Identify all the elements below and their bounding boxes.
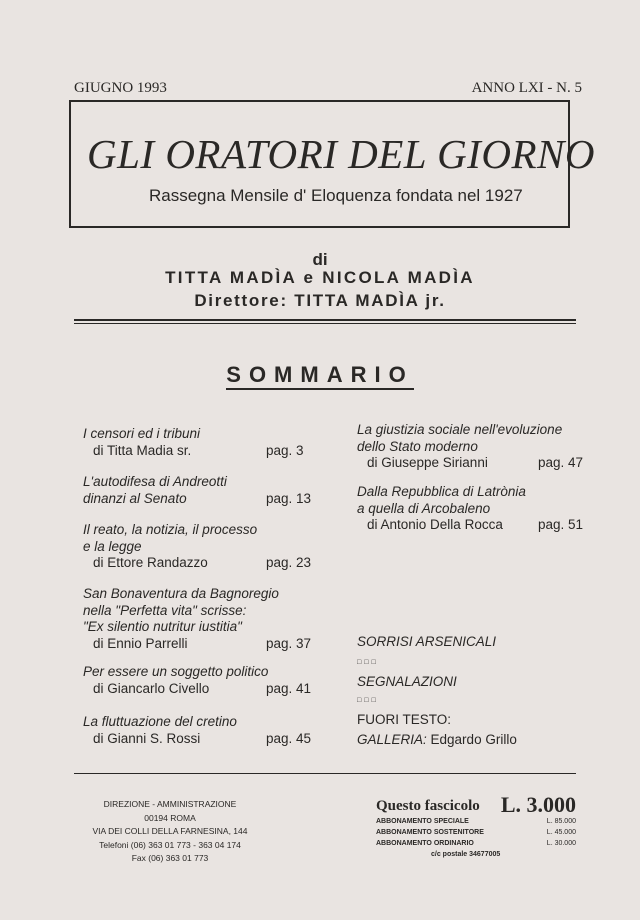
address-block: DIREZIONE - AMMINISTRAZIONE 00194 ROMA VIA DEI COLLI DELLA FARNESINA, 144 Telefoni (06) 363 01 773 - 363 04 174 Fax (06) 363 01 773 <box>92 799 248 863</box>
issue-number: ANNO LXI - N. 5 <box>471 80 582 96</box>
toc-page: pag. 37 <box>266 635 312 651</box>
issue-date: GIUGNO 1993 <box>74 80 167 96</box>
footer-divider <box>74 773 576 774</box>
toc-entry: Il reato, la notizia, il processo e la legge di Ettore Randazzo pag. 23 <box>83 522 312 570</box>
toc-page: pag. 23 <box>266 555 312 570</box>
postal-account: c/c postale 34677005 <box>431 851 501 858</box>
price-label: Questo fascicolo <box>376 798 480 814</box>
toc-entry: I censori ed i tribuni di Titta Madia sr. pag. 3 <box>83 426 304 458</box>
subscription-row: ABBONAMENTO SPECIALE L. 85.000 <box>376 818 576 825</box>
toc-entry: San Bonaventura da Bagnoregio nella "Perfetta vita" scrisse: "Ex silentio nutritur iustitia" di Ennio Parrelli pag. 37 <box>83 586 312 651</box>
magazine-subtitle: Rassegna Mensile d' Eloquenza fondata nel 1927 <box>149 186 523 205</box>
subscription-row: ABBONAMENTO SOSTENITORE L. 45.000 <box>376 829 576 836</box>
toc-page: pag. 13 <box>266 490 312 506</box>
toc-entry: La giustizia sociale nell'evoluzione dello Stato moderno di Giuseppe Sirianni pag. 47 <box>357 422 584 470</box>
toc-entry: Dalla Repubblica di Latrònia a quella di Arcobaleno di Antonio Della Rocca pag. 51 <box>357 484 584 532</box>
price-value: L. 3.000 <box>500 792 576 817</box>
toc-page: pag. 51 <box>538 517 584 532</box>
subscription-row: ABBONAMENTO ORDINARIO L. 30.000 <box>376 840 576 847</box>
masthead <box>69 100 595 228</box>
section-segnalazioni: SEGNALAZIONI <box>357 674 457 689</box>
fuori-testo-label: FUORI TESTO: <box>357 712 452 727</box>
section-sorrisi: SORRISI ARSENICALI <box>357 634 497 649</box>
separator-bullets: □□□ <box>357 659 379 666</box>
credits-director: Direttore: TITTA MADÌA jr. <box>194 291 446 310</box>
toc-page: pag. 45 <box>266 730 312 746</box>
toc-entry: La fluttuazione del cretino di Gianni S. Rossi pag. 45 <box>83 714 312 746</box>
toc-page: pag. 41 <box>266 680 312 696</box>
credits-di: di <box>312 250 328 269</box>
toc-entry: Per essere un soggetto politico di Giancarlo Civello pag. 41 <box>83 664 312 696</box>
galleria-line: GALLERIA: Edgardo Grillo <box>357 732 517 747</box>
divider-thick <box>74 319 576 321</box>
toc-page: pag. 47 <box>538 455 584 470</box>
magazine-title: GLI ORATORI DEL GIORNO <box>87 131 595 177</box>
toc-page: pag. 3 <box>266 442 304 458</box>
credits-founders: TITTA MADÌA e NICOLA MADÌA <box>165 268 475 287</box>
toc-entry: L'autodifesa di Andreotti dinanzi al Senato pag. 13 <box>83 474 312 506</box>
separator-bullets: □□□ <box>357 697 379 704</box>
divider-thin <box>74 323 576 324</box>
section-title: SOMMARIO <box>0 362 640 388</box>
